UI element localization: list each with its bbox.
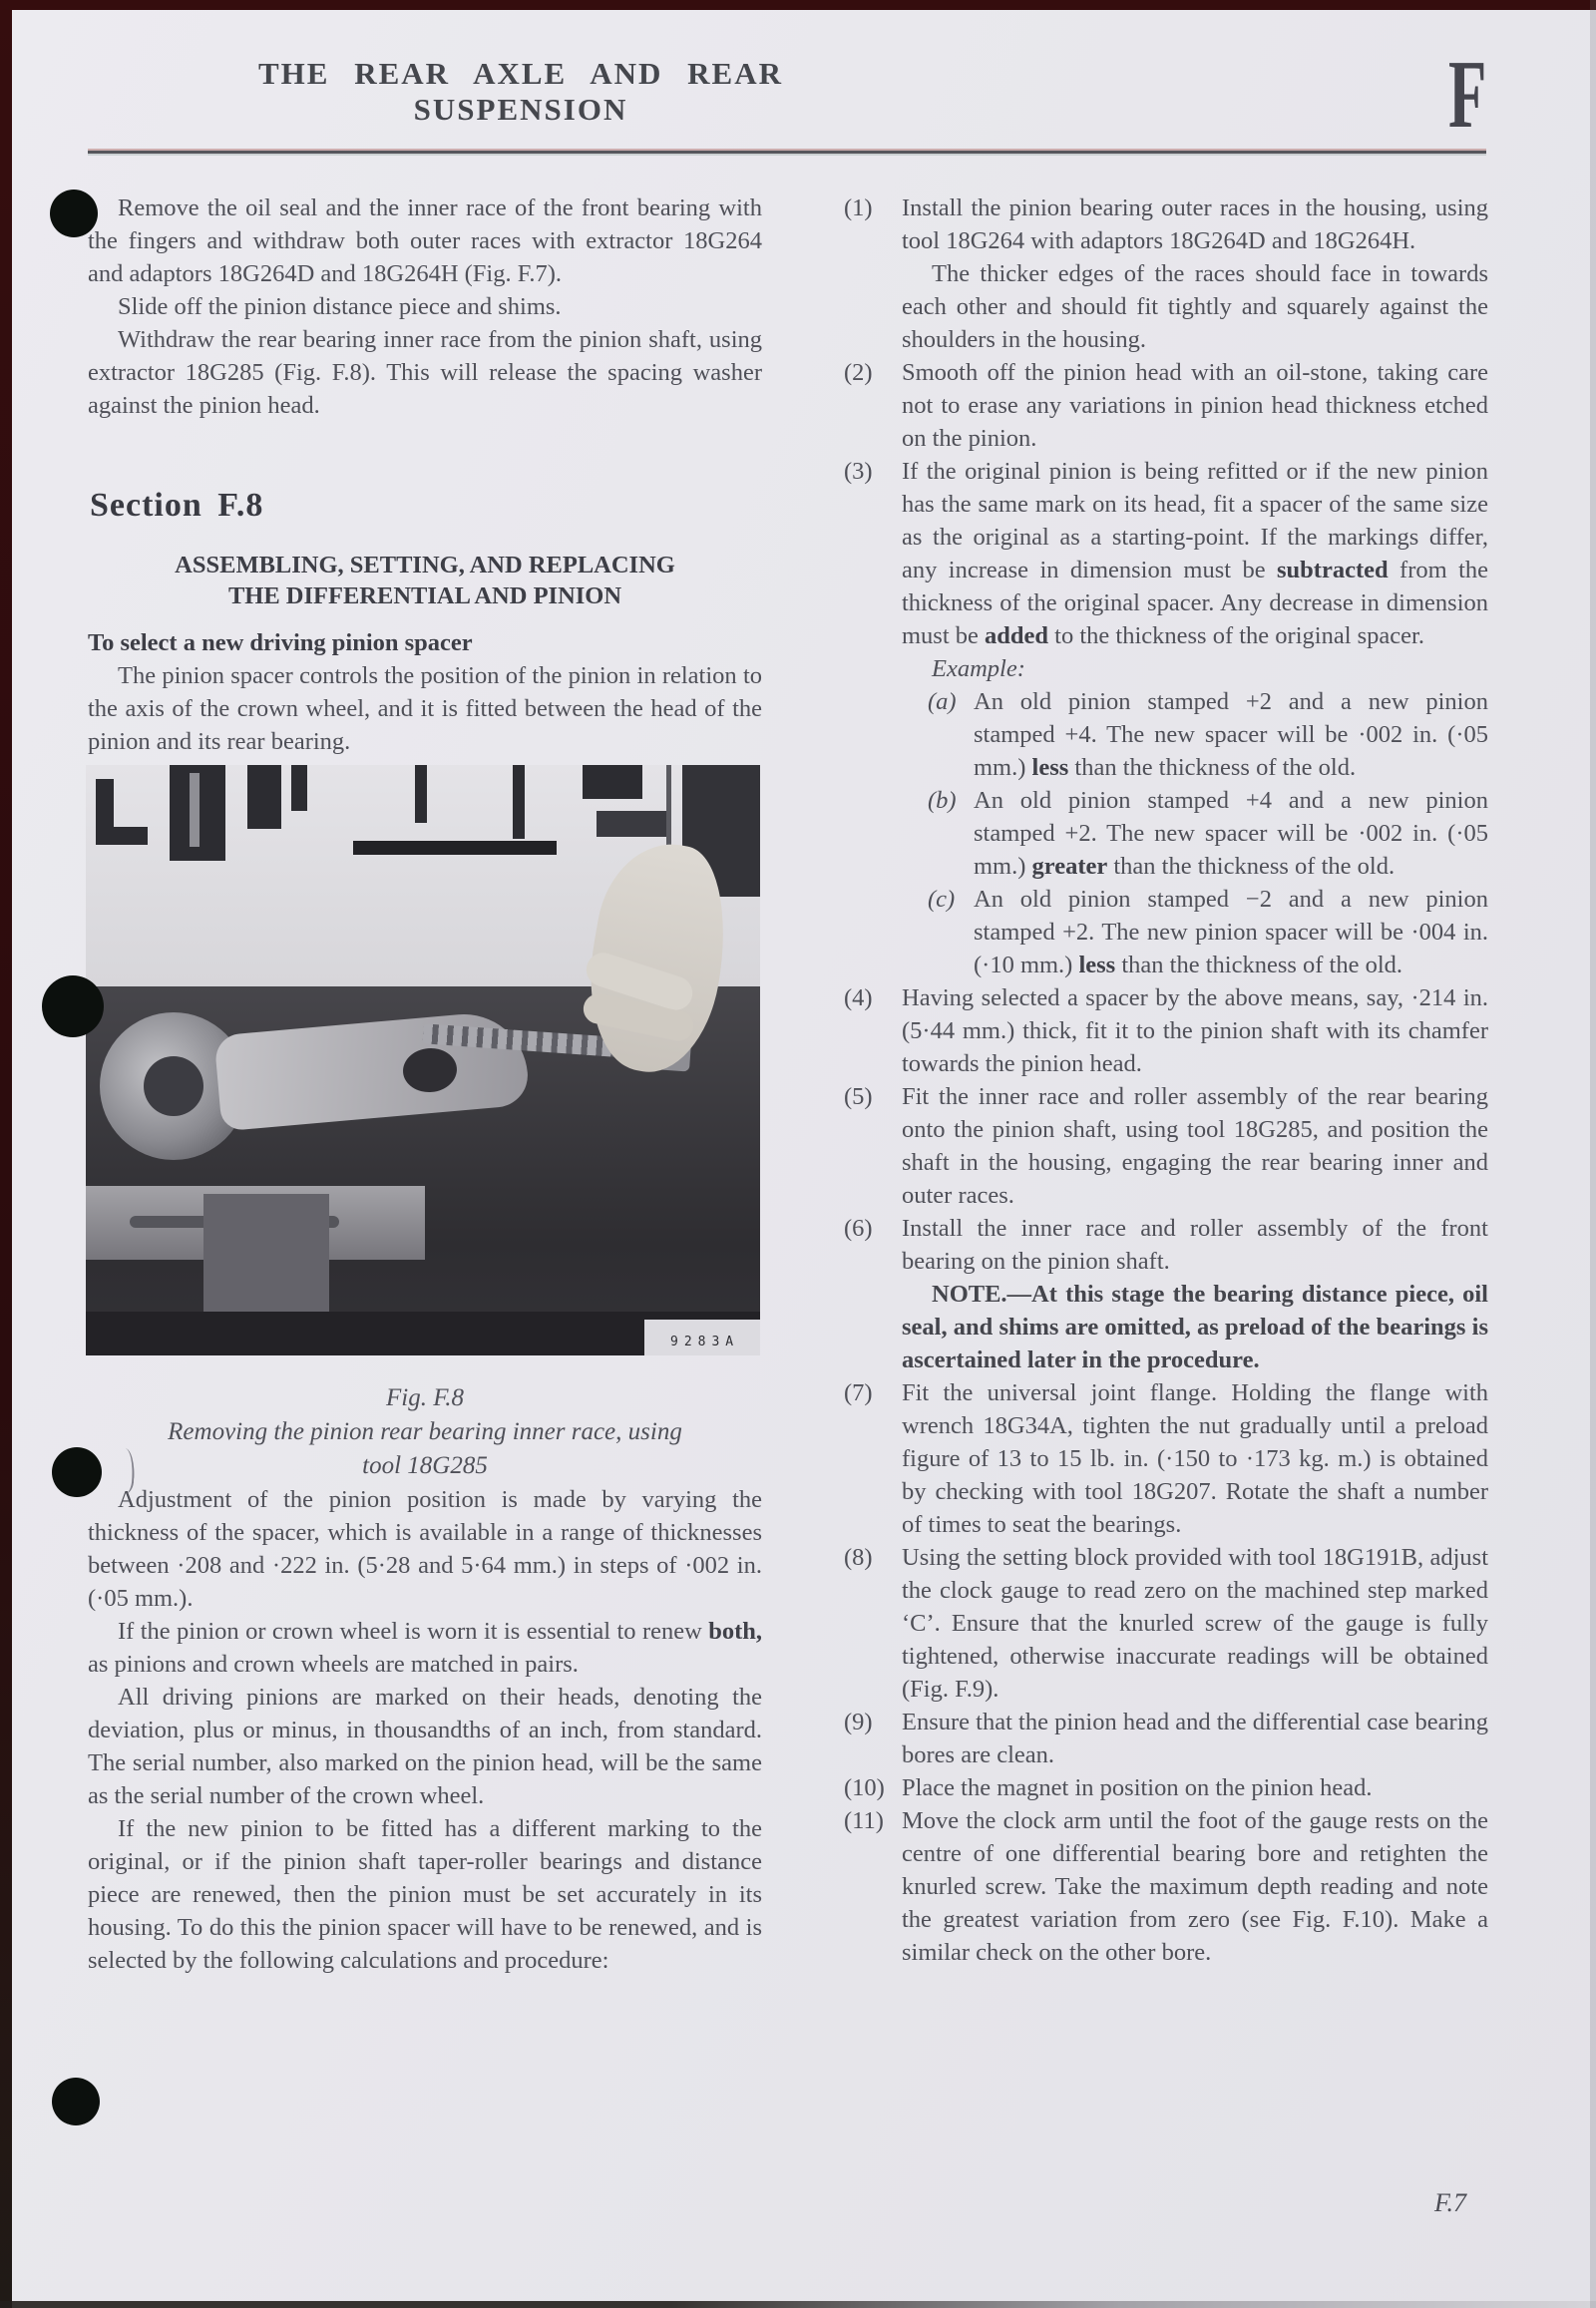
left-column — [88, 192, 762, 1977]
paragraph-text: than the thickness of the old. — [1107, 853, 1396, 880]
item-text — [902, 455, 1488, 652]
example-letter: (c) — [928, 886, 956, 913]
example-item — [928, 883, 1488, 981]
item-text: Install the pinion bearing outer races in the housing, using tool 18G264 with adaptors 18G264D and 18G264H. — [902, 194, 1488, 254]
list-item — [844, 1706, 1488, 1771]
paragraph: The pinion spacer controls the position of the pinion in relation to the axis of the crown wheel, and it is fitted between the head of the pinion and its rear bearing. — [88, 662, 762, 755]
hole-punch-4 — [52, 2078, 100, 2125]
subsection-heading-line2: THE DIFFERENTIAL AND PINION — [227, 582, 622, 609]
right-column — [844, 192, 1488, 1969]
paragraph-text: An old pinion stamped +2 and a new pinion stamped +4. The new spacer will be ·002 in. (·05 mm.) — [974, 688, 1488, 781]
list-item — [844, 1080, 1488, 1212]
section-heading: Section F.8 — [90, 487, 264, 524]
paragraph-text: to the thickness of the original spacer. — [1048, 622, 1424, 649]
header-rule — [88, 151, 1486, 154]
item-number: (8) — [844, 1544, 873, 1571]
item-text: Smooth off the pinion head with an oil-stone, taking care not to erase any variations in pinion head thickness etched on the pinion. — [902, 359, 1488, 452]
item-text: Having selected a spacer by the above means, say, ·214 in. (5·44 mm.) thick, fit it to the pinion shaft with its chamfer towards the pinion head. — [902, 984, 1488, 1077]
example-item — [928, 784, 1488, 883]
page-title: THE REAR AXLE AND REAR SUSPENSION — [257, 56, 783, 127]
paragraph: Withdraw the rear bearing inner race from the pinion shaft, using extractor 18G285 (Fig. F.8). This will release the spacing washer against the pinion head. — [88, 326, 762, 419]
paragraph-text: from the thickness of the original spacer. Any decrease in dimension must be — [902, 557, 1489, 649]
list-item — [844, 356, 1488, 455]
example-text — [974, 685, 1488, 784]
example-letter: (b) — [928, 787, 957, 814]
list-item — [844, 1804, 1488, 1969]
paragraph-text: as pinions and crown wheels are matched in pairs. — [88, 1651, 579, 1678]
list-item — [844, 1541, 1488, 1706]
paragraph: Remove the oil seal and the inner race of the front bearing with the fingers and withdraw both outer races with extractor 18G264 and adaptors 18G264D and 18G264H (Fig. F.7). — [88, 194, 762, 287]
paragraph-bold-text: subtracted — [1277, 557, 1389, 583]
item-text: Move the clock arm until the foot of the gauge rests on the centre of one differential bearing bore and retighten the knurled screw. Take the maximum depth reading and note the greatest variation from zero (see Fig. F.10). Make a similar check on the other bore. — [902, 1807, 1488, 1966]
paragraph-text: than the thickness of the old. — [1115, 952, 1403, 978]
paragraph-bold-text: both, — [708, 1618, 762, 1645]
paragraph-bold-text: greater — [1031, 853, 1108, 880]
tool-silhouette — [96, 827, 148, 845]
paragraph: If the new pinion to be fitted has a different marking to the original, or if the pinion shaft taper-roller bearings and distance piece are renewed, then the pinion must be set accurately in its housing. To do this the pinion spacer will have to be renewed, and is selected by the following calculations and procedure: — [88, 1815, 762, 1974]
figure-caption-number: Fig. F.8 — [385, 1384, 464, 1411]
tool-silhouette — [291, 765, 307, 811]
item-text: Install the inner race and roller assembly of the front bearing on the pinion shaft. — [902, 1215, 1488, 1275]
example-text — [974, 883, 1488, 981]
item-body — [902, 1212, 1488, 1376]
item-body — [902, 192, 1488, 356]
scan-edge-left — [0, 0, 12, 2308]
list-item — [844, 1212, 1488, 1376]
subsection-heading-line1: ASSEMBLING, SETTING, AND REPLACING — [175, 552, 675, 578]
item-text: Fit the inner race and roller assembly of the rear bearing onto the pinion shaft, using tool 18G285, and position the shaft in the housing, engaging the rear bearing inner and outer races. — [902, 1083, 1488, 1209]
tool-silhouette — [247, 765, 281, 829]
item-text: Fit the universal joint flange. Holding the flange with wrench 18G34A, tighten the nut gradually until a preload figure of 13 to 15 lb. in. (·150 to ·173 kg. m.) is obtained by checking with tool 18G207. Rotate the shaft a number of times to seat the bearings. — [902, 1379, 1488, 1538]
figure-caption-text: Removing the pinion rear bearing inner race, using — [168, 1418, 682, 1445]
item-number: (10) — [844, 1774, 885, 1801]
hole-punch-1 — [50, 190, 98, 237]
paragraph: Adjustment of the pinion position is made by varying the thickness of the spacer, which is available in a range of thicknesses between ·208 and ·222 in. (5·28 and 5·64 mm.) in steps of ·002 in. (·05 mm.). — [88, 1486, 762, 1612]
list-item — [844, 1771, 1488, 1804]
photo-ref-label: 9283A — [670, 1335, 740, 1349]
scan-edge-bottom — [0, 2301, 1596, 2308]
paragraph-text: An old pinion stamped −2 and a new pinion stamped +2. The new pinion spacer will be ·004 in. (·10 mm.) — [974, 886, 1488, 978]
item-number: (7) — [844, 1379, 873, 1406]
list-item — [844, 455, 1488, 981]
example-item — [928, 685, 1488, 784]
item-number: (6) — [844, 1215, 873, 1242]
paragraph-bold-text: added — [985, 622, 1049, 649]
item-number: (5) — [844, 1083, 873, 1110]
page-number: F.7 — [1434, 2188, 1467, 2217]
subheading-bold: To select a new driving pinion spacer — [88, 629, 473, 656]
paragraph-text: If the original pinion is being refitted or if the new pinion has the same mark on its head, fit a spacer of the same size as the original as a starting-point. If the markings differ, any increase in dimension must be — [902, 458, 1488, 583]
paragraph-text: than the thickness of the old. — [1068, 754, 1357, 781]
list-item — [844, 981, 1488, 1080]
example-label: Example: — [932, 655, 1025, 682]
scan-edge-top — [0, 0, 1596, 10]
paragraph: All driving pinions are marked on their heads, denoting the deviation, plus or minus, in thousandths of an inch, from standard. The serial number, also marked on the pinion head, will be the same as the serial number of the crown wheel. — [88, 1684, 762, 1809]
scan-edge-right — [1590, 0, 1596, 2308]
paragraph-bold-text: less — [1078, 952, 1116, 978]
hole-punch-3 — [52, 1447, 102, 1497]
item-text: Place the magnet in position on the pinion head. — [902, 1774, 1373, 1801]
item-number: (1) — [844, 194, 873, 221]
list-item — [844, 1376, 1488, 1541]
paragraph-text: If the pinion or crown wheel is worn it is essential to renew — [118, 1618, 709, 1645]
tool-silhouette — [190, 773, 200, 847]
section-letter: F — [1448, 41, 1487, 149]
tool-silhouette — [597, 811, 670, 837]
item-body — [902, 455, 1488, 981]
tool-silhouette — [415, 765, 427, 823]
paragraph-bold-text: less — [1031, 754, 1069, 781]
figure-caption-text: tool 18G285 — [362, 1452, 488, 1479]
item-sub-paragraph: The thicker edges of the races should face in towards each other and should fit tightly and squarely against the shoulders in the housing. — [902, 260, 1488, 353]
subsection-heading — [88, 550, 762, 611]
paragraph: Slide off the pinion distance piece and shims. — [118, 293, 562, 320]
paragraph-text: An old pinion stamped +4 and a new pinion stamped +2. The new spacer will be ·002 in. (·05 mm.) — [974, 787, 1488, 880]
item-number: (3) — [844, 458, 873, 485]
item-number: (2) — [844, 359, 873, 386]
example-text — [974, 784, 1488, 883]
item-number: (11) — [844, 1807, 884, 1834]
item-text: Using the setting block provided with tool 18G191B, adjust the clock gauge to read zero on the machined step marked ‘C’. Ensure that the knurled screw of the gauge is fully tightened, otherwise inaccurate readings will be obtained (Fig. F.9). — [902, 1544, 1488, 1703]
hole-punch-2 — [42, 975, 104, 1037]
item-number: (9) — [844, 1709, 873, 1735]
figure-photo — [86, 765, 760, 1355]
tool-silhouette — [583, 765, 642, 799]
item-text: Ensure that the pinion head and the differential case bearing bores are clean. — [902, 1709, 1488, 1768]
list-item — [844, 192, 1488, 356]
tool-silhouette — [513, 765, 525, 839]
paragraph — [88, 1615, 762, 1681]
note-paragraph: NOTE.—At this stage the bearing distance piece, oil seal, and shims are omitted, as preload of the bearings is ascertained later in the procedure. — [902, 1281, 1488, 1373]
example-letter: (a) — [928, 688, 957, 715]
tool-silhouette — [353, 841, 557, 855]
figure-caption — [88, 1381, 762, 1483]
item-number: (4) — [844, 984, 873, 1011]
pinion-hub-shape — [144, 1056, 203, 1116]
